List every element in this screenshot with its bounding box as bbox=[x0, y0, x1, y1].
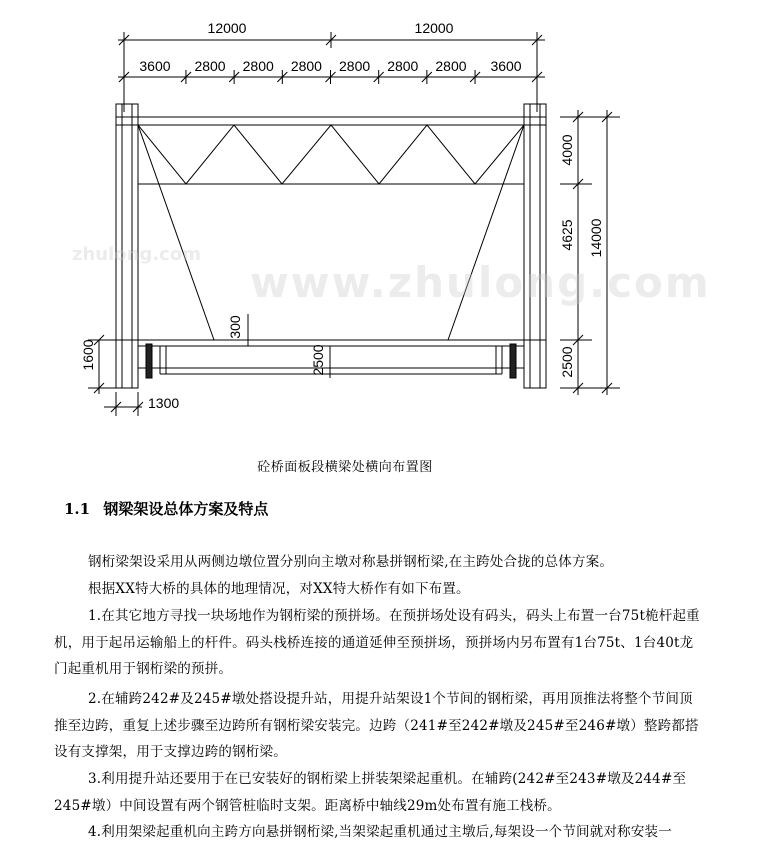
bottom-dim-1300: 1300 bbox=[148, 395, 180, 411]
paragraph-3: 1.在其它地方寻找一块场地作为钢桁梁的预拼场。在预拼场处设有码头，码头上布置一台75t桅杆起重机，用于起吊运输船上的杆件。码头栈桥连接的通道延伸至预拼场，预拼场内另布置有1台75t、1台40t龙门起重机用于钢桁梁的预拼。 bbox=[54, 608, 700, 677]
inner-dim-300: 300 bbox=[227, 315, 243, 339]
paragraph-1: 钢桁梁架设采用从两侧边墩位置分别向主墩对称悬拼钢桁梁,在主跨处合拢的总体方案。 bbox=[88, 554, 614, 570]
sub-dim-label: 2800 bbox=[387, 58, 419, 74]
paragraph-2: 根据XX特大桥的具体的地理情况，对XX特大桥作有如下布置。 bbox=[88, 581, 470, 597]
figure-caption: 砼桥面板段横梁处横向布置图 bbox=[257, 460, 433, 475]
top-dim-left: 12000 bbox=[207, 20, 247, 36]
sub-dim-label: 2800 bbox=[194, 58, 226, 74]
section-number: 1.1 bbox=[64, 500, 91, 518]
sub-dim-label: 2800 bbox=[339, 58, 371, 74]
right-dim-4000: 4000 bbox=[559, 134, 575, 166]
watermark-small: zhulong.com bbox=[72, 244, 201, 265]
right-dim-4625: 4625 bbox=[559, 219, 575, 251]
paragraph-5: 3.利用提升站还要用于在已安装好的钢桁梁上拼装架梁起重机。在辅跨(242#至243#墩及244#至245#墩）中间设置有两个钢管桩临时支架。距离桥中轴线29m处布置有施工栈桥。 bbox=[54, 771, 687, 814]
watermark-large: www.zhulong.com bbox=[250, 258, 711, 307]
right-dim-2500: 2500 bbox=[559, 346, 575, 378]
paragraph-6: 4.利用架梁起重机向主跨方向悬拼钢桁梁,当架梁起重机通过主墩后,每架设一个节间就对称安装一 bbox=[88, 824, 672, 840]
paragraph-4: 2.在辅跨242#及245#墩处搭设提升站，用提升站架设1个节间的钢桁梁，再用顶推法将整个节间顶推至边跨，重复上述步骤至边跨所有钢桁梁安装完。边跨（241#至242#墩及245#至246#墩）整跨都搭设有支撑架，用于支撑边跨的钢桁梁。 bbox=[54, 691, 699, 760]
sub-dim-label: 3600 bbox=[490, 58, 522, 74]
section-title: 钢梁架设总体方案及特点 bbox=[103, 500, 269, 518]
left-dim-1600: 1600 bbox=[80, 339, 96, 371]
sub-dim-label: 2800 bbox=[290, 58, 322, 74]
right-dim-total: 14000 bbox=[588, 218, 604, 258]
section-heading bbox=[64, 498, 268, 519]
top-dim-right: 12000 bbox=[414, 20, 454, 36]
inner-dim-2500: 2500 bbox=[310, 344, 326, 376]
sub-dim-label: 2800 bbox=[242, 58, 274, 74]
sub-dim-label: 2800 bbox=[435, 58, 467, 74]
sub-dim-label: 3600 bbox=[139, 58, 171, 74]
